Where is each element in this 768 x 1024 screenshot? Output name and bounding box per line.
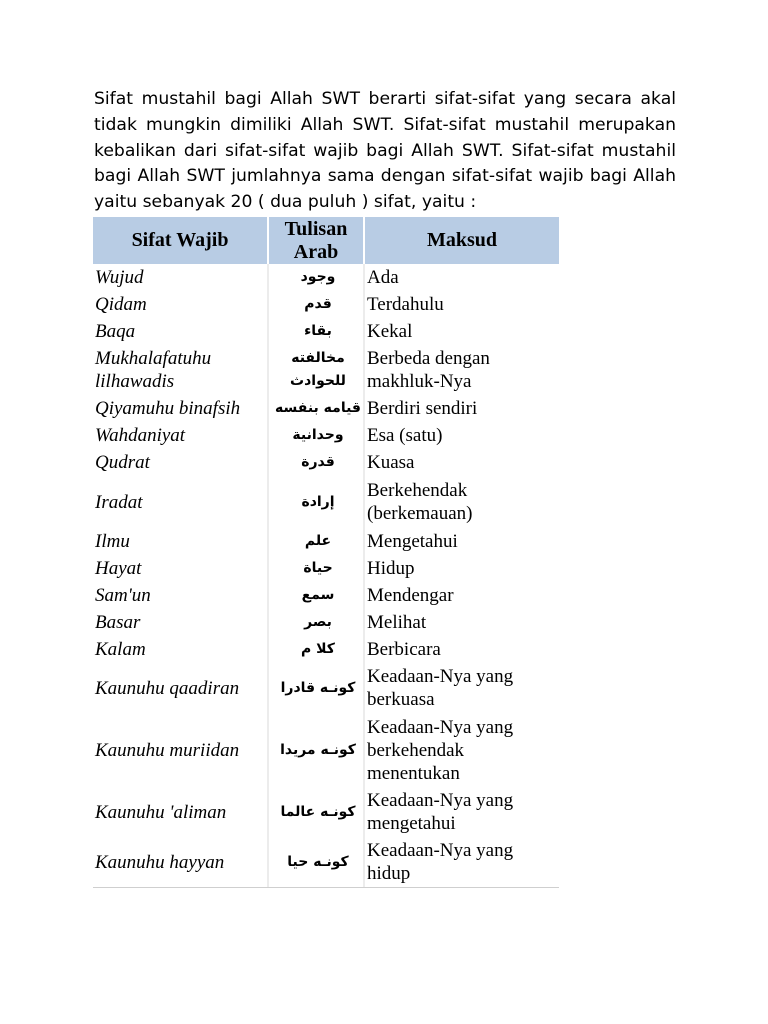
sifat-cell: Baqa — [93, 318, 269, 345]
table-row — [93, 476, 559, 528]
sifat-cell: Mukhalafatuhu lilhawadis — [93, 345, 269, 395]
sifat-cell: Basar — [93, 609, 269, 636]
intro-paragraph: Sifat mustahil bagi Allah SWT berarti sifat-sifat yang secara akal tidak mungkin dimiliki Allah SWT. Sifat-sifat mustahil merupakan kebalikan dari sifat-sifat wajib bagi Allah SWT. Sifat-sifat mustahil bagi Allah SWT jumlahnya sama dengan sifat-sifat wajib bagi Allah yaitu sebanyak 20 ( dua puluh ) sifat, yaitu : — [94, 89, 676, 213]
table-row — [93, 787, 559, 837]
sifat-cell: Wahdaniyat — [93, 422, 269, 449]
arab-cell: علم — [269, 528, 365, 555]
arab-cell: وجود — [269, 264, 365, 291]
sifat-cell: Ilmu — [93, 528, 269, 555]
table-row — [93, 663, 559, 713]
header-tulisan-arab: Tulisan Arab — [269, 216, 365, 264]
table-header-row — [93, 216, 559, 264]
arab-cell: قدم — [269, 291, 365, 318]
sifat-table — [93, 216, 559, 888]
table-row — [93, 713, 559, 787]
maksud-cell: Keadaan-Nya yang mengetahui — [367, 790, 514, 834]
table-row — [93, 422, 559, 449]
sifat-cell: Hayat — [93, 555, 269, 582]
arab-cell: وحدانية — [269, 422, 365, 449]
arab-cell: كونـه مريدا — [269, 713, 365, 787]
sifat-cell: Kaunuhu 'aliman — [93, 787, 269, 837]
maksud-cell: Keadaan-Nya yang berkuasa — [367, 666, 514, 710]
sifat-cell: Kaunuhu qaadiran — [93, 663, 269, 713]
maksud-cell: Kekal — [367, 321, 413, 342]
table-row — [93, 582, 559, 609]
table-row — [93, 555, 559, 582]
header-maksud: Maksud — [365, 216, 559, 264]
table-row — [93, 528, 559, 555]
sifat-cell: Sam'un — [93, 582, 269, 609]
arab-cell: إرادة — [269, 476, 365, 528]
arab-cell: بقاء — [269, 318, 365, 345]
sifat-cell: Iradat — [93, 476, 269, 528]
maksud-cell: Kuasa — [367, 452, 415, 473]
maksud-cell: Melihat — [367, 612, 427, 633]
table-row — [93, 449, 559, 476]
sifat-cell: Qidam — [93, 291, 269, 318]
arab-cell: قيامه بنفسه — [269, 395, 365, 422]
sifat-cell: Kaunuhu muriidan — [93, 713, 269, 787]
maksud-cell: Mengetahui — [367, 531, 458, 552]
sifat-cell: Kaunuhu hayyan — [93, 837, 269, 887]
maksud-cell: Esa (satu) — [367, 425, 443, 446]
maksud-cell: Berbeda dengan makhluk-Nya — [367, 348, 490, 392]
table-row — [93, 609, 559, 636]
maksud-cell: Berkehendak (berkemauan) — [367, 480, 473, 524]
table-row — [93, 291, 559, 318]
table-row — [93, 395, 559, 422]
maksud-cell: Ada — [367, 267, 399, 288]
arab-cell: كلا م — [269, 636, 365, 663]
sifat-cell: Qudrat — [93, 449, 269, 476]
arab-cell: كونـه عالما — [269, 787, 365, 837]
sifat-cell: Kalam — [93, 636, 269, 663]
maksud-cell: Hidup — [367, 558, 415, 579]
maksud-cell: Keadaan-Nya yang hidup — [367, 840, 514, 884]
arab-cell: كونـه قادرا — [269, 663, 365, 713]
maksud-cell: Mendengar — [367, 585, 454, 606]
sifat-cell: Wujud — [93, 264, 269, 291]
arab-cell: قدرة — [269, 449, 365, 476]
table-row — [93, 264, 559, 291]
maksud-cell: Berdiri sendiri — [367, 398, 478, 419]
maksud-cell: Terdahulu — [367, 294, 444, 315]
table-row — [93, 345, 559, 395]
arab-cell: بصر — [269, 609, 365, 636]
table-row — [93, 837, 559, 887]
maksud-cell: Keadaan-Nya yang berkehendak menentukan — [367, 716, 514, 784]
sifat-cell: Qiyamuhu binafsih — [93, 395, 269, 422]
table-row — [93, 318, 559, 345]
maksud-cell: Berbicara — [367, 639, 441, 660]
arab-cell: حياة — [269, 555, 365, 582]
header-sifat-wajib: Sifat Wajib — [93, 216, 269, 264]
table-row — [93, 636, 559, 663]
arab-cell: مخالفته للحوادث — [269, 345, 365, 395]
arab-cell: سمع — [269, 582, 365, 609]
arab-cell: كونـه حيا — [269, 837, 365, 887]
